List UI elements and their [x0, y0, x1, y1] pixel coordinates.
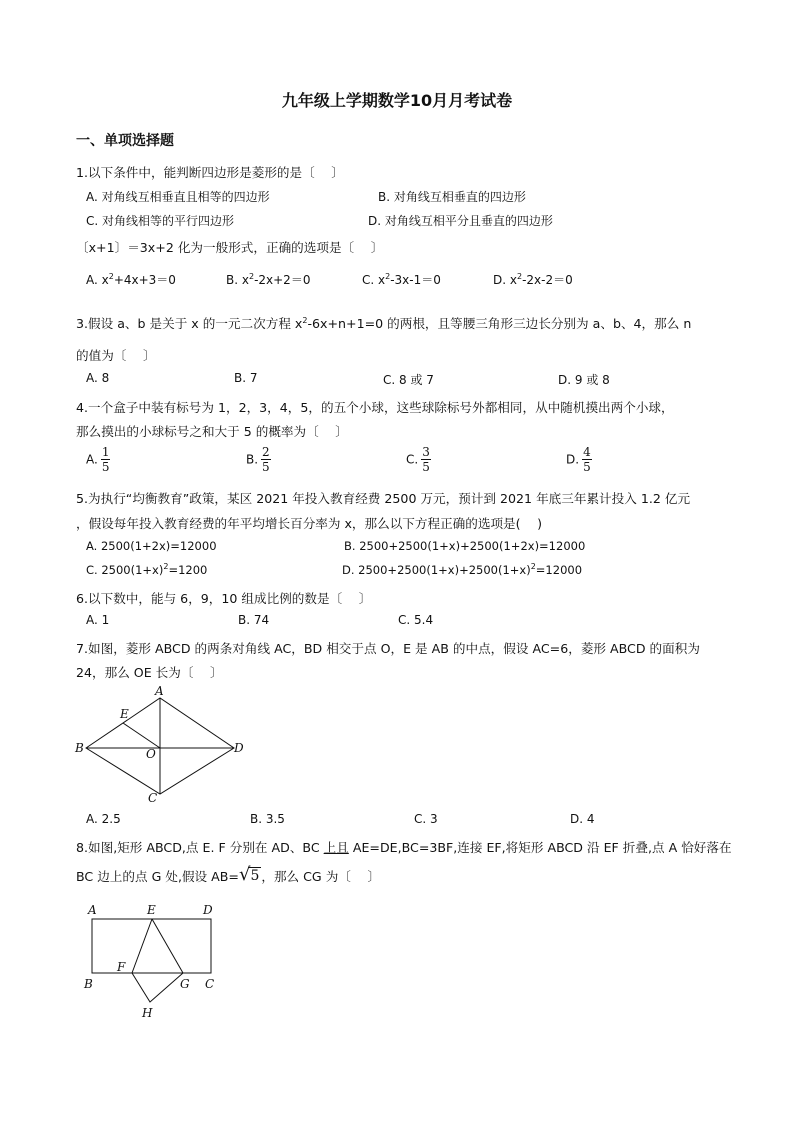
- label-c: C: [148, 791, 158, 805]
- label-o: O: [146, 747, 156, 761]
- q6-option-b: B. 74: [238, 613, 270, 627]
- rhombus-figure: [74, 684, 254, 806]
- q7-stem-line1: 7.如图，菱形 ABCD 的两条对角线 AC，BD 相交于点 O，E 是 AB 的中点，假设 AC=6，菱形 ABCD 的面积为: [76, 641, 700, 656]
- label-c: C: [205, 977, 215, 991]
- q5-stem-line1: 5.为执行“均衡教育”政策，某区 2021 年投入教育经费 2500 万元，预计到 2021 年底三年累计投入 1.2 亿元: [76, 491, 691, 506]
- q7-stem-line2: 24，那么 OE 长为〔 〕: [76, 665, 223, 680]
- segment-oe: [123, 723, 160, 748]
- q7-option-d: D. 4: [570, 812, 595, 826]
- q1-option-d: D. 对角线互相平分且垂直的四边形: [368, 214, 553, 228]
- q4-stem-line1: 4.一个盒子中装有标号为 1，2，3，4，5，的五个小球，这些球除标号外都相同，从中随机摸出两个小球，: [76, 400, 674, 415]
- rectangle-fold-figure: [80, 900, 230, 1024]
- folded-flap: [132, 973, 183, 1002]
- q7-option-c: C. 3: [414, 812, 438, 826]
- q2-option-d: D. $x^2-2x-2=0$: [493, 272, 573, 287]
- q2-stem: 〔x+1〕＝3x+2 化为一般形式，正确的选项是〔 〕: [76, 240, 384, 255]
- q4-option-b: B. $\frac{2}{5}$: [246, 445, 270, 474]
- q3-option-d: D. 9 或 8: [558, 373, 610, 387]
- q1-stem: 1.以下条件中，能判断四边形是菱形的是〔 〕: [76, 165, 344, 180]
- q3-stem-line2: 的值为〔 〕: [76, 348, 156, 363]
- q7-option-b: B. 3.5: [250, 812, 285, 826]
- q4-stem-line2: 那么摸出的小球标号之和大于 5 的概率为〔 〕: [76, 424, 348, 439]
- q5-option-b: B. 2500+2500(1+x)+2500(1+2x)=12000: [344, 539, 586, 553]
- q4-option-a: A. $\frac{1}{5}$: [86, 445, 110, 474]
- q6-stem: 6.以下数中，能与 6，9，10 组成比例的数是〔 〕: [76, 591, 372, 606]
- page-title: 九年级上学期数学10月月考试卷: [281, 91, 513, 110]
- label-a: A: [88, 903, 97, 917]
- fraction: $\frac{4}{5}$: [583, 445, 591, 474]
- q3-option-c: C. 8 或 7: [383, 373, 434, 387]
- label-d: D: [203, 903, 213, 917]
- q2-option-a: A. $x^2+4x+3=0$: [86, 272, 176, 287]
- rectangle-abcd: [92, 919, 211, 973]
- q3-stem: 3.假设 a、b 是关于 x 的一元二次方程 $x^2-6x+n+1=0$ 的两根，且等腰三角形三边长分别为 a、b、4，那么 n: [76, 315, 692, 331]
- segment-eg: [152, 919, 183, 973]
- label-b: B: [75, 741, 84, 755]
- fraction: $\frac{2}{5}$: [262, 445, 270, 474]
- q5-option-c: C. $2500(1+x)^2=1200$: [86, 562, 208, 577]
- q4-option-d: D. $\frac{4}{5}$: [566, 445, 591, 474]
- q3-option-b: B. 7: [234, 371, 258, 385]
- q7-option-a: A. 2.5: [86, 812, 121, 826]
- q2-option-b: B. $x^2-2x+2=0$: [226, 272, 311, 287]
- q5-option-a: A. 2500(1+2x)=12000: [86, 539, 217, 553]
- label-d: D: [234, 741, 244, 755]
- q5-option-d: D. $2500+2500(1+x)+2500(1+x)^2=12000$: [342, 562, 583, 577]
- label-a: A: [155, 684, 164, 698]
- fraction: $\frac{3}{5}$: [422, 445, 430, 474]
- q5-stem-line2: ，假设每年投入教育经费的年平均增长百分率为 x，那么以下方程正确的选项是( ): [76, 516, 543, 531]
- sqrt-expression: √5: [238, 864, 260, 885]
- fold-line-ef: [132, 919, 152, 973]
- section-heading: 一、单项选择题: [76, 133, 174, 149]
- label-g: G: [180, 977, 190, 991]
- q1-option-c: C. 对角线相等的平行四边形: [86, 214, 235, 228]
- q6-option-a: A. 1: [86, 613, 110, 627]
- q4-option-c: C. $\frac{3}{5}$: [406, 445, 430, 474]
- q1-option-b: B. 对角线互相垂直的四边形: [378, 190, 526, 204]
- q8-stem-line2: BC 边上的点 G 处,假设 AB=√5 ，那么 CG 为〔 〕: [76, 864, 381, 885]
- fraction: $\frac{1}{5}$: [101, 445, 110, 474]
- label-b: B: [84, 977, 93, 991]
- label-e: E: [120, 707, 129, 721]
- label-e: E: [147, 903, 156, 917]
- label-h: H: [142, 1006, 153, 1020]
- q8-stem-line1: 8.如图,矩形 ABCD,点 E. F 分别在 AD、BC 上且 AE=DE,BC=3BF,连接 EF,将矩形 ABCD 沿 EF 折叠,点 A 恰好落在: [76, 840, 732, 855]
- q6-option-c: C. 5.4: [398, 613, 434, 627]
- q1-option-a: A. 对角线互相垂直且相等的四边形: [86, 190, 270, 204]
- label-f: F: [117, 960, 126, 974]
- q3-option-a: A. 8: [86, 371, 110, 385]
- q2-option-c: C. $x^2-3x-1=0$: [362, 272, 441, 287]
